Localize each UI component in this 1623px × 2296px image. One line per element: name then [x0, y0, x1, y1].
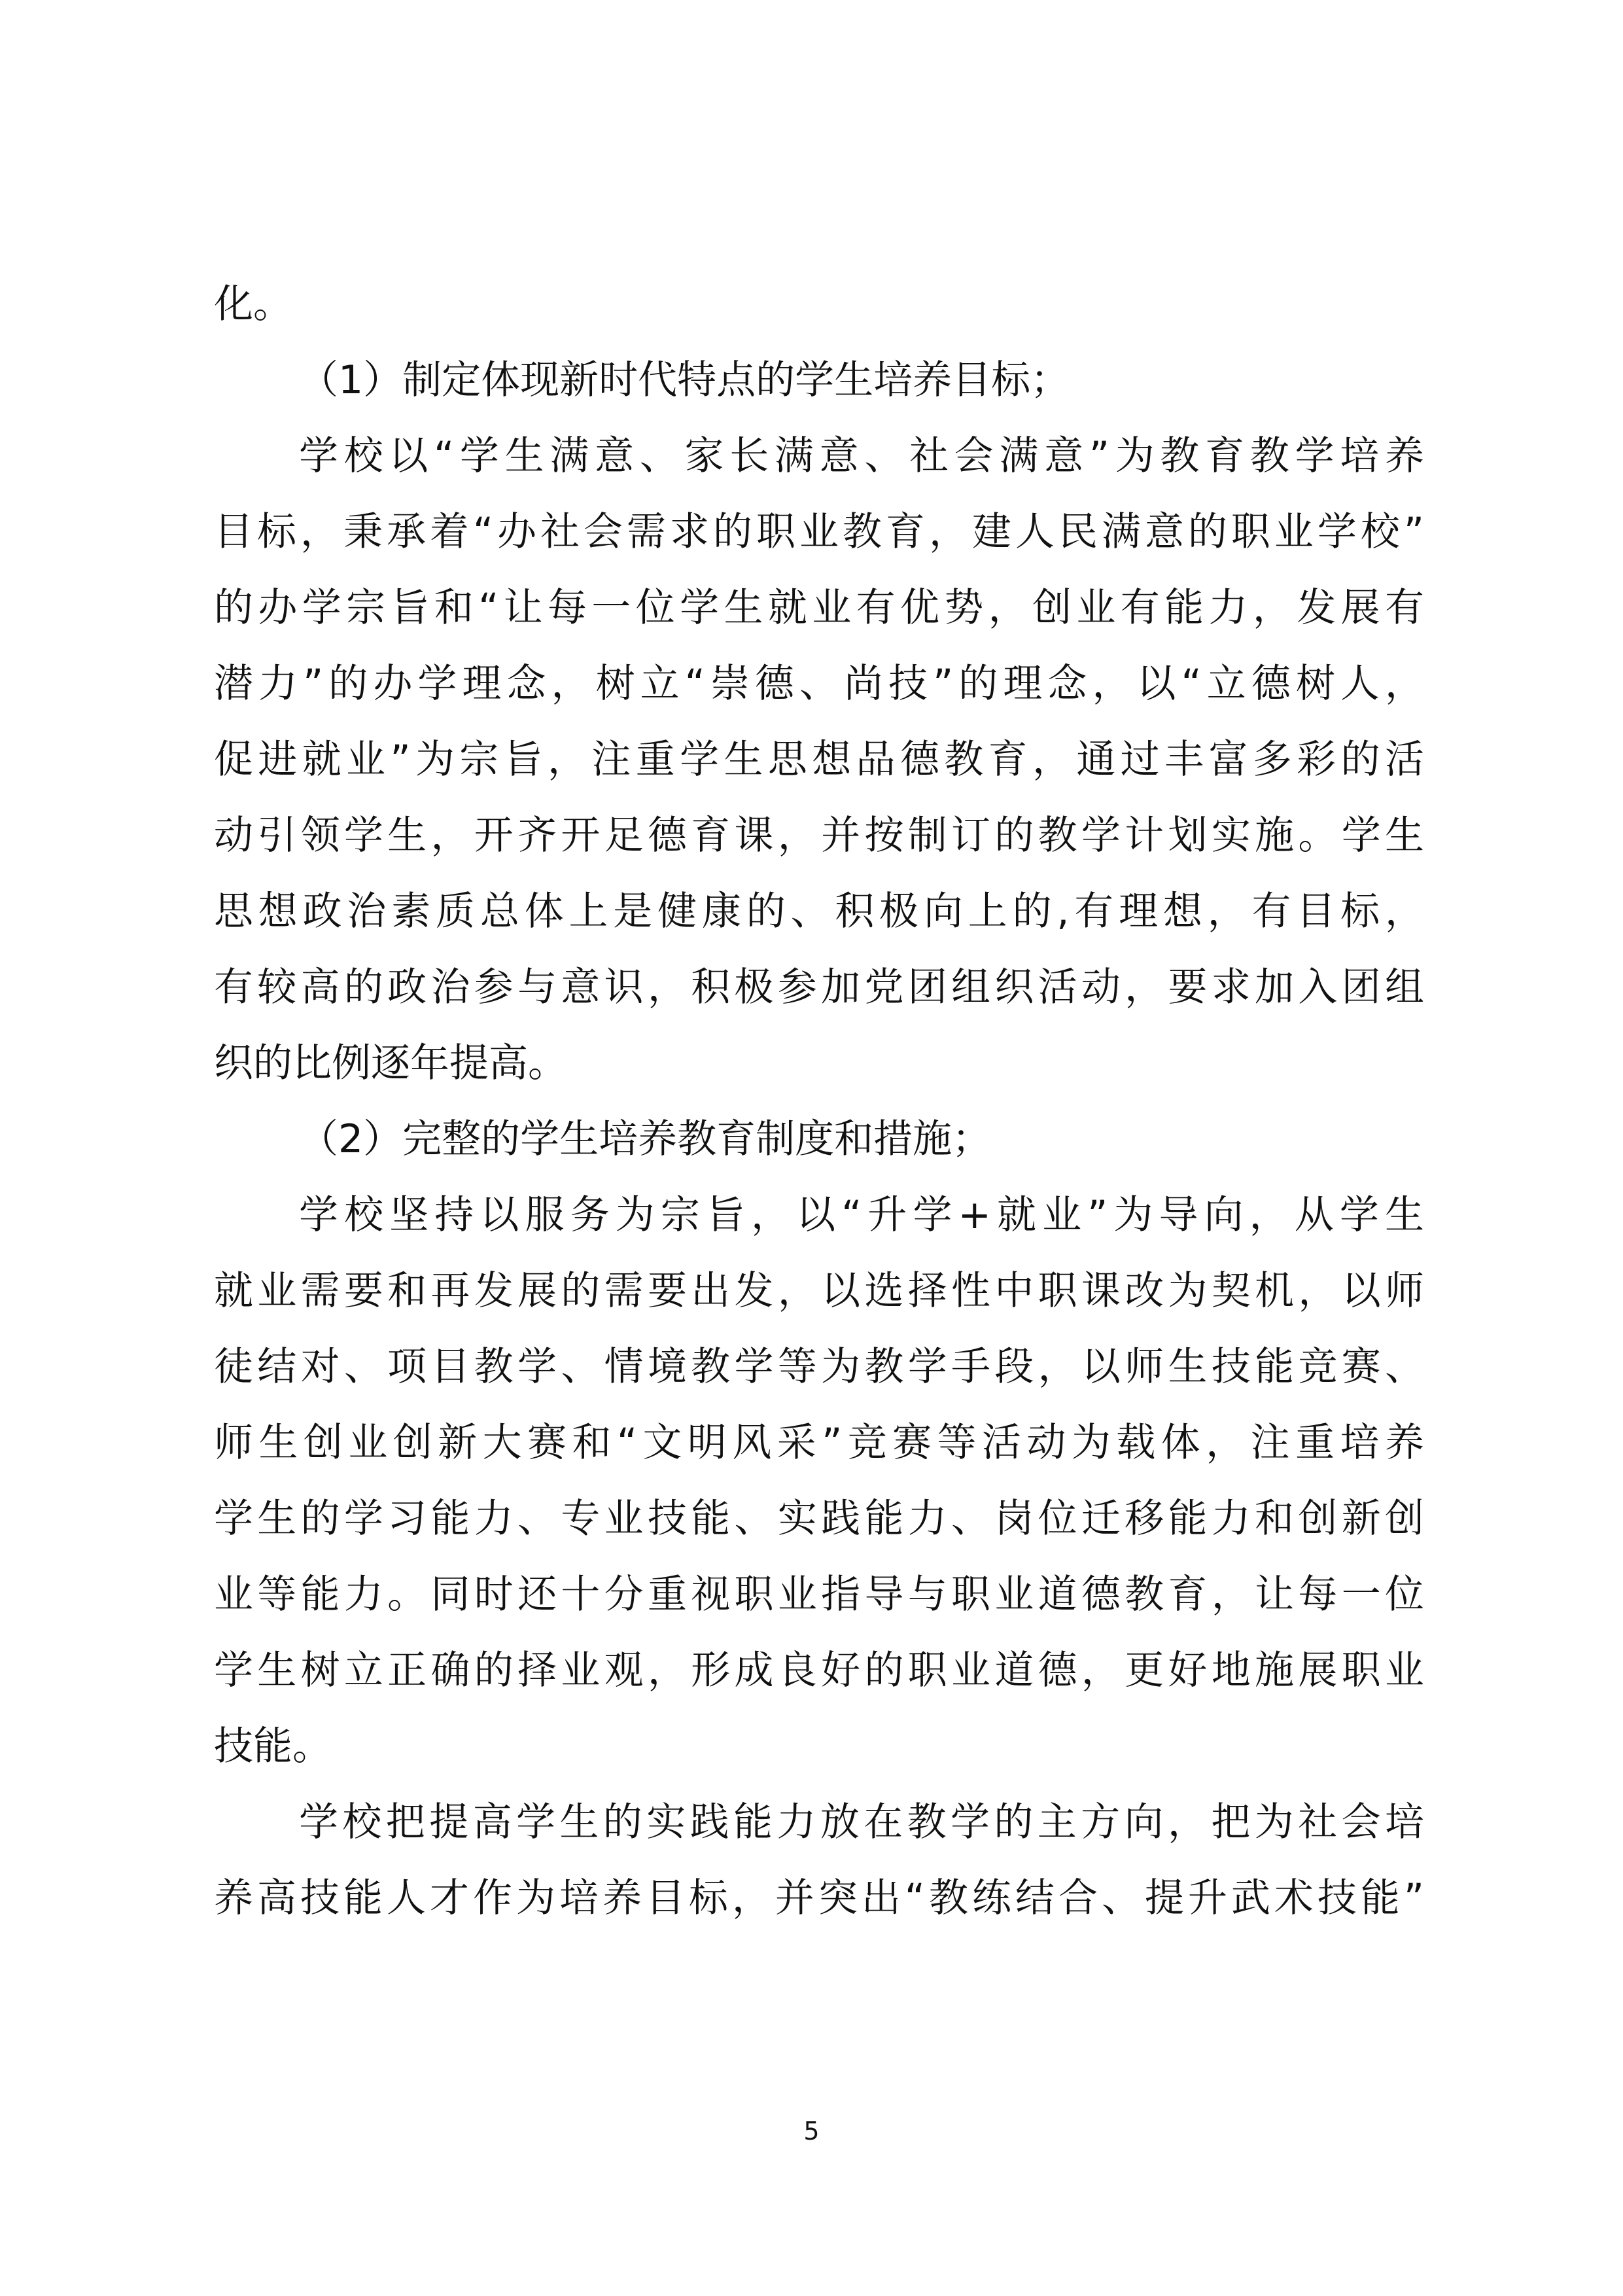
paragraph-line: 学校坚持以服务为宗旨，以“升学+就业”为导向，从学生	[299, 1192, 1424, 1238]
paragraph-line: 织的比例逐年提高。	[214, 1040, 567, 1086]
paragraph-line: 的办学宗旨和“让每一位学生就业有优势，创业有能力，发展有	[214, 585, 1424, 631]
paragraph-line: 潜力”的办学理念，树立“崇德、尚技”的理念，以“立德树人，	[214, 661, 1424, 707]
paragraph-line: 学生树立正确的择业观，形成良好的职业道德，更好地施展职业	[214, 1648, 1424, 1693]
paragraph-line: 养高技能人才作为培养目标，并突出“教练结合、提升武术技能”	[214, 1875, 1424, 1921]
paragraph-line: 师生创业创新大赛和“文明风采”竞赛等活动为载体，注重培养	[214, 1420, 1424, 1466]
paragraph-line: 学校把提高学生的实践能力放在教学的主方向，把为社会培	[299, 1799, 1424, 1845]
paragraph-line: 徒结对、项目教学、情境教学等为教学手段，以师生技能竞赛、	[214, 1344, 1424, 1390]
paragraph-line: 目标，秉承着“办社会需求的职业教育，建人民满意的职业学校”	[214, 509, 1424, 555]
paragraph-line: 技能。	[214, 1723, 332, 1769]
paragraph-line: 促进就业”为宗旨，注重学生思想品德教育，通过丰富多彩的活	[214, 737, 1424, 783]
paragraph-line: 动引领学生，开齐开足德育课，并按制订的教学计划实施。学生	[214, 813, 1424, 858]
page-number: 5	[803, 2117, 820, 2146]
paragraph-line: 学生的学习能力、专业技能、实践能力、岗位迁移能力和创新创	[214, 1496, 1424, 1542]
text-line: 化。	[214, 281, 292, 327]
paragraph-line: 有较高的政治参与意识，积极参加党团组织活动，要求加入团组	[214, 964, 1424, 1010]
section-heading: （2）完整的学生培养教育制度和措施；	[299, 1116, 992, 1162]
paragraph-line: 就业需要和再发展的需要出发，以选择性中职课改为契机，以师	[214, 1268, 1424, 1314]
section-heading: （1）制定体现新时代特点的学生培养目标；	[299, 357, 1070, 403]
paragraph-line: 思想政治素质总体上是健康的、积极向上的,有理想，有目标，	[214, 889, 1424, 934]
paragraph-line: 学校以“学生满意、家长满意、社会满意”为教育教学培养	[299, 433, 1424, 479]
paragraph-line: 业等能力。同时还十分重视职业指导与职业道德教育，让每一位	[214, 1572, 1424, 1617]
